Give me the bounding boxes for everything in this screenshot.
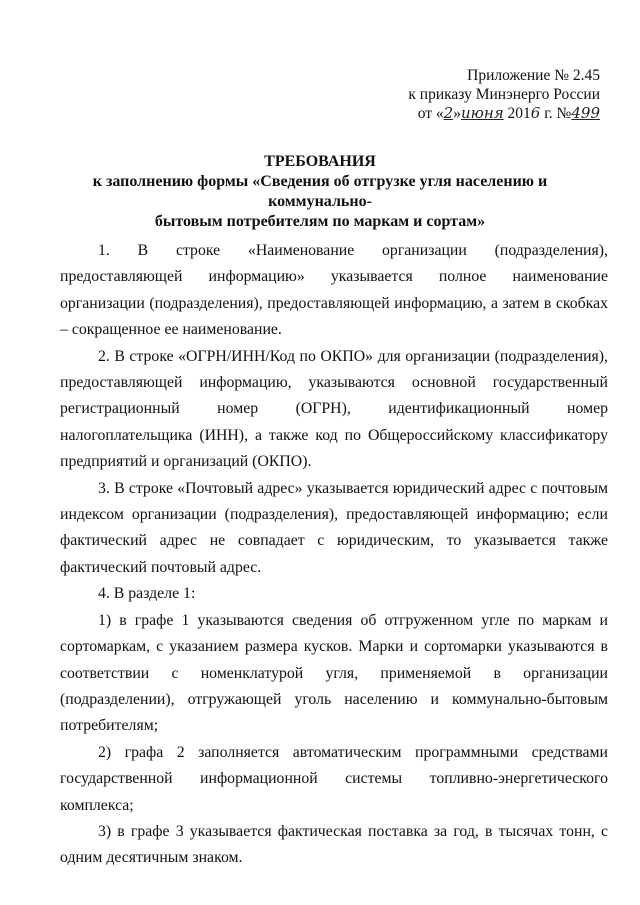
paragraph-2: 2. В строке «ОГРН/ИНН/Код по ОКПО» для организации (подразделения), предоставляющей информацию, указываются основной государственный регистрационный номер (ОГРН), идентификационный номер налогоплательщика (ИНН), а также код по Общероссийскому классификатору предприятий и организаций (ОКПО).: [60, 347, 608, 471]
handwritten-day: 2: [443, 104, 454, 122]
paragraph-1: 1. В строке «Наименование организации (подразделения), предоставляющей информацию» указывается полное наименование организации (подразделения), предоставляющей информацию, а затем в скобках – сокращенное ее наименование.: [60, 242, 608, 339]
year-prefix: 201: [503, 105, 531, 122]
handwritten-year-digit: 6: [530, 104, 541, 122]
appendix-date-line: [408, 104, 600, 123]
handwritten-month: июня: [460, 104, 504, 122]
paragraph-4-2: 2) графа 2 заполняется автоматическим программными средствами государственной информационной системы топливно-энергетического комплекса;: [60, 743, 608, 814]
document-title: [40, 152, 600, 232]
paragraph-3: 3. В строке «Почтовый адрес» указывается юридический адрес с почтовым индексом организации (подразделения), предоставляющей информацию; если фактический адрес не совпадает с юридическим, то указывается также фактический почтовый адрес.: [60, 479, 608, 576]
appendix-number: Приложение № 2.45: [467, 67, 600, 84]
title-line-2: бытовым потребителям по маркам и сортам»: [154, 213, 486, 230]
year-suffix: г. №: [540, 105, 572, 122]
title-heading: ТРЕБОВАНИЯ: [264, 153, 376, 170]
date-prefix: от «: [417, 105, 444, 122]
paragraph-4: 4. В разделе 1:: [98, 585, 196, 603]
appendix-header: [408, 66, 600, 123]
paragraph-4-3: 3) в графе 3 указывается фактическая поставка за год, в тысячах тонн, с одним десятичным знаком.: [60, 822, 608, 867]
date-mid: »: [453, 105, 461, 122]
appendix-order-ref: к приказу Минэнерго России: [408, 86, 600, 103]
title-line-1: к заполнению формы «Сведения об отгрузке угля населению и коммунально-: [92, 173, 548, 210]
document-body: [60, 238, 608, 872]
handwritten-order-number: 499: [571, 104, 600, 122]
paragraph-4-1: 1) в графе 1 указываются сведения об отгруженном угле по маркам и сортомаркам, с указанием размера кусков. Марки и сортомарки указываются в соответствии с номенклатурой угля, применяемой в организации (подразделении), отгружающей уголь населению и коммунально-бытовым потребителям;: [60, 611, 608, 735]
